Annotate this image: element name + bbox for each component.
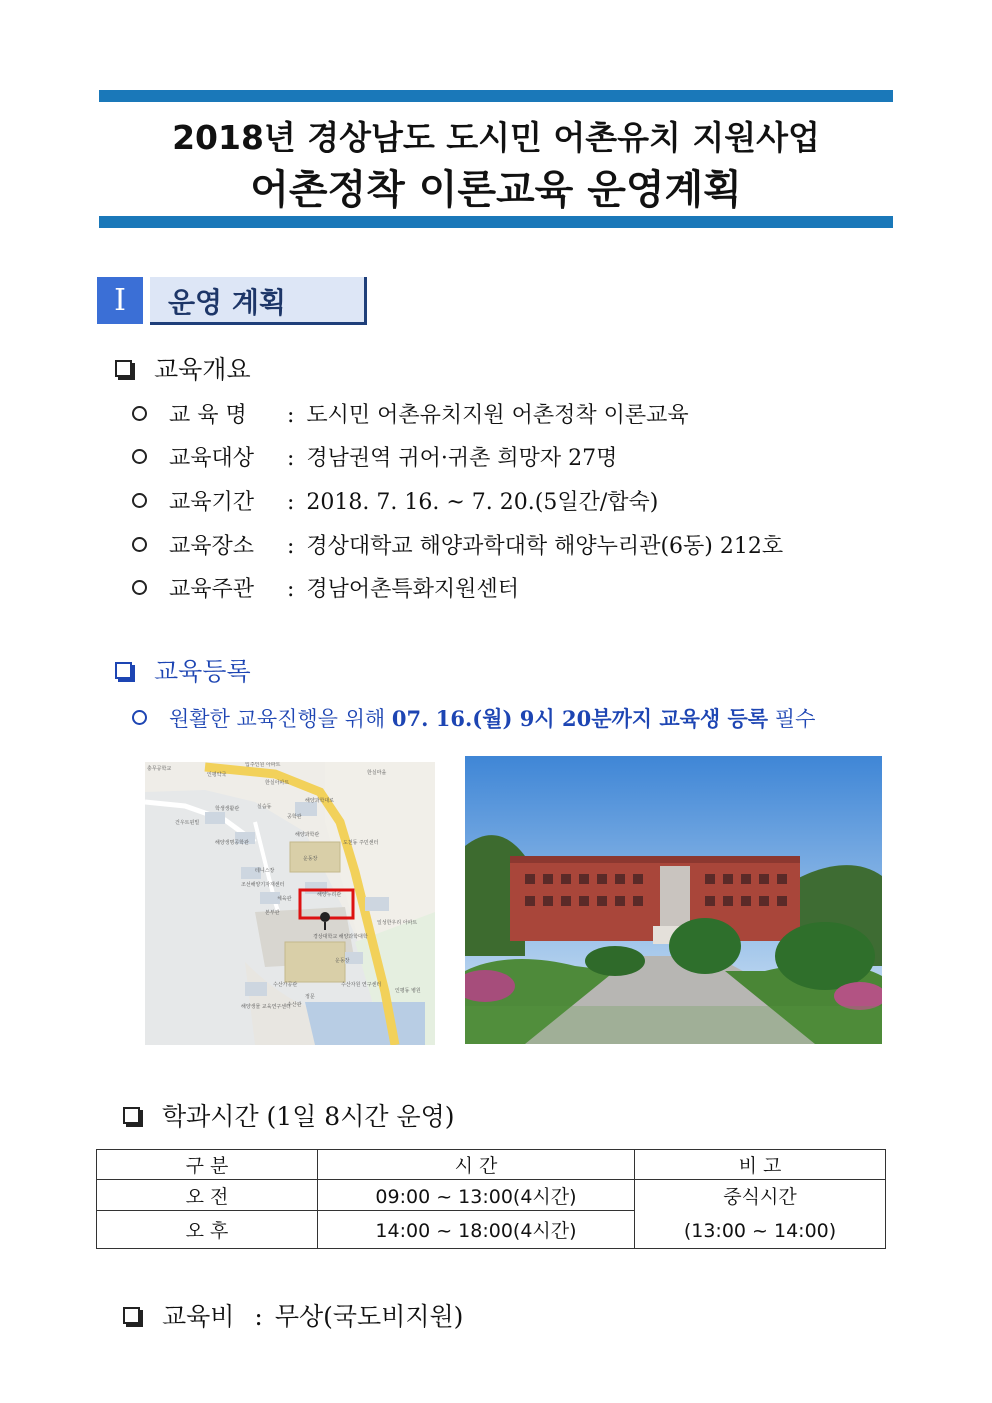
overview-item-period: 교육기간 : 2018. 7. 16. ~ 7. 20.(5일간/합숙) — [132, 485, 658, 516]
fee-value: 무상(국도비지원) — [274, 1302, 464, 1331]
map-label: 학생생활관 — [215, 806, 240, 812]
map-label: 인평약국 — [207, 772, 227, 778]
schedule-table — [96, 1149, 886, 1249]
schedule-heading: 학과시간 (1일 8시간 운영) — [123, 1097, 455, 1133]
fee-separator: : — [254, 1302, 263, 1331]
column-header: 구 분 — [97, 1150, 318, 1180]
section-number: Ⅰ — [97, 277, 143, 324]
map-label: 건우트윈빌 — [175, 820, 200, 826]
campus-map — [145, 762, 435, 1045]
map-label: 경상대학교 해양과학대학 — [313, 934, 368, 940]
map-label: 조선해양기자재센터 — [241, 882, 285, 888]
map-label: 운동장 — [303, 856, 318, 862]
map-label: 입주인원 아파트 — [245, 762, 281, 768]
column-header: 시 간 — [318, 1150, 635, 1180]
document-title-line1: 2018년 경상남도 도시민 어촌유치 지원사업 — [172, 118, 820, 157]
remark-line: (13:00 ~ 14:00) — [683, 1220, 837, 1242]
map-label: 운동장 — [335, 958, 350, 964]
map-label: 해양누리관 — [317, 892, 342, 898]
square-bullet-icon — [123, 1307, 140, 1324]
map-label: 한실마을 — [367, 770, 387, 776]
map-label: 한실아파트 — [265, 780, 290, 786]
square-bullet-icon — [123, 1107, 140, 1124]
map-label: 해양과학대로 — [305, 798, 334, 804]
time-cell: 09:00 ~ 13:00(4시간) — [318, 1180, 635, 1211]
square-bullet-icon — [115, 360, 132, 377]
period-cell: 오 후 — [97, 1211, 318, 1249]
map-label: 해양생명공학관 — [215, 840, 249, 846]
overview-item-place: 교육장소 : 경상대학교 해양과학대학 해양누리관(6동) 212호 — [132, 529, 783, 560]
table-header-row — [97, 1150, 886, 1180]
circle-bullet-icon — [132, 493, 147, 508]
building-photo — [465, 756, 882, 1044]
overview-item-name: 교 육 명 : 도시민 어촌유치지원 어촌정착 이론교육 — [132, 398, 689, 429]
map-label: 테니스장 — [255, 868, 275, 874]
circle-bullet-icon — [132, 710, 147, 725]
map-label: 수산관 — [287, 1002, 302, 1008]
column-header: 비 고 — [635, 1150, 886, 1180]
map-label: 해양생물 교육연구센터 — [241, 1004, 291, 1010]
document-title-line2: 어촌정착 이론교육 운영계획 — [250, 167, 742, 213]
table-row — [97, 1180, 886, 1211]
overview-heading: 교육개요 — [115, 350, 251, 386]
section-label: 운영 계획 — [168, 286, 286, 319]
time-cell: 14:00 ~ 18:00(4시간) — [318, 1211, 635, 1249]
circle-bullet-icon — [132, 406, 147, 421]
circle-bullet-icon — [132, 449, 147, 464]
registration-heading: 교육등록 — [115, 652, 251, 688]
map-label: 수산자원 연구센터 — [341, 982, 382, 988]
registration-deadline: 07. 16.(월) 9시 20분까지 교육생 등록 — [391, 706, 769, 731]
title-bottom-rule — [99, 216, 893, 228]
map-label: 인평동 병원 — [395, 988, 421, 994]
remark-cell — [635, 1180, 886, 1249]
map-label: 일성한우리 아파트 — [377, 920, 418, 926]
map-label: 해양과학관 — [295, 832, 320, 838]
map-label: 공학관 — [287, 814, 302, 820]
map-label: 실습동 — [257, 804, 272, 810]
map-label: 충무공학교 — [147, 766, 172, 772]
registration-note: 원활한 교육진행을 위해 07. 16.(월) 9시 20분까지 교육생 등록 필수 — [132, 703, 815, 733]
overview-item-host: 교육주관 : 경남어촌특화지원센터 — [132, 572, 519, 603]
title-top-rule — [99, 90, 893, 102]
map-label: 도천동 주민센터 — [343, 840, 379, 846]
period-cell: 오 전 — [97, 1180, 318, 1211]
fee-label: 교육비 — [162, 1302, 235, 1331]
overview-item-target: 교육대상 : 경남권역 귀어·귀촌 희망자 27명 — [132, 441, 617, 472]
circle-bullet-icon — [132, 580, 147, 595]
map-label: 본부관 — [265, 910, 280, 916]
fee-line — [123, 1297, 463, 1333]
map-label: 체육관 — [277, 896, 292, 902]
circle-bullet-icon — [132, 537, 147, 552]
square-bullet-icon — [115, 662, 132, 679]
remark-line: 중식시간 — [723, 1186, 797, 1208]
map-label: 정문 — [305, 994, 315, 1000]
map-label: 수산가공관 — [273, 982, 298, 988]
